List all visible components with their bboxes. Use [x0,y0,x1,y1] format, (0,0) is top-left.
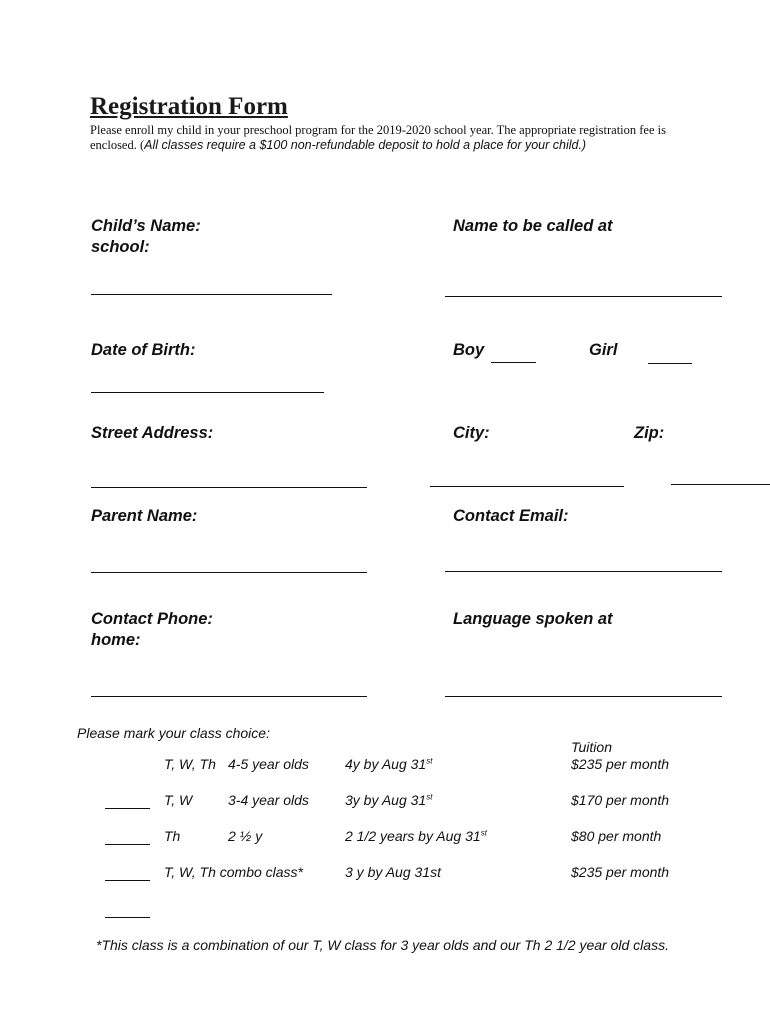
street-line[interactable] [91,487,367,488]
class-group: 3-4 year olds [228,792,309,808]
class-checkbox-line[interactable] [105,880,150,881]
phone-line[interactable] [91,696,367,697]
boy-label: Boy [453,341,485,359]
combo-footnote: *This class is a combination of our T, W class for 3 year olds and our Th 2 1/2 year old class. [96,937,669,953]
city-label: City: [453,424,490,442]
class-price: $235 per month [571,864,670,880]
class-price: $80 per month [571,828,662,844]
intro-text: Please enroll my child in your preschool program for the 2019-2020 school year. The appropriate registration fee is enclosed. ( [90,123,666,152]
intro-deposit-note: All classes require a $100 non-refundable deposit to hold a place for your child.) [144,138,587,152]
class-age: 3 y by Aug 31st [345,864,441,880]
zip-line[interactable] [671,484,770,485]
dob-line[interactable] [91,392,324,393]
parent-line[interactable] [91,572,367,573]
form-title: Registration Form [90,93,288,120]
dob-label: Date of Birth: [91,341,196,359]
class-days: T, W, Th [164,756,216,772]
called-at-label: Name to be called at [453,217,613,235]
phone-home-label: home: [91,631,141,649]
class-checkbox-line[interactable] [105,808,150,809]
class-age: 3y by Aug 31st [345,792,433,808]
called-at-line[interactable] [445,296,722,297]
email-label: Contact Email: [453,507,569,525]
class-price: $235 per month [571,756,670,772]
class-days: Th [164,828,181,844]
class-checkbox-line[interactable] [105,844,150,845]
class-prompt: Please mark your class choice: [77,725,270,741]
class-price: $170 per month [571,792,670,808]
boy-line[interactable] [491,362,536,363]
class-group: 2 ½ y [228,828,263,844]
language-line[interactable] [445,696,722,697]
language-label: Language spoken at [453,610,613,628]
class-days: T, W [164,792,193,808]
class-age: 4y by Aug 31st [345,756,433,772]
girl-line[interactable] [648,363,692,364]
child-name-label: Child’s Name: [91,217,201,235]
phone-label: Contact Phone: [91,610,213,628]
class-days: T, W, Th combo class* [164,864,304,880]
class-group: 4-5 year olds [228,756,309,772]
street-label: Street Address: [91,424,214,442]
tuition-header: Tuition [571,739,612,755]
class-age: 2 1/2 years by Aug 31st [345,828,487,844]
class-checkbox-line[interactable] [105,917,150,918]
intro-paragraph [90,123,690,153]
city-line[interactable] [430,486,624,487]
zip-label: Zip: [634,424,665,442]
email-line[interactable] [445,571,722,572]
child-name-line[interactable] [91,294,332,295]
parent-label: Parent Name: [91,507,198,525]
girl-label: Girl [589,341,618,359]
child-name-school-label: school: [91,238,150,256]
